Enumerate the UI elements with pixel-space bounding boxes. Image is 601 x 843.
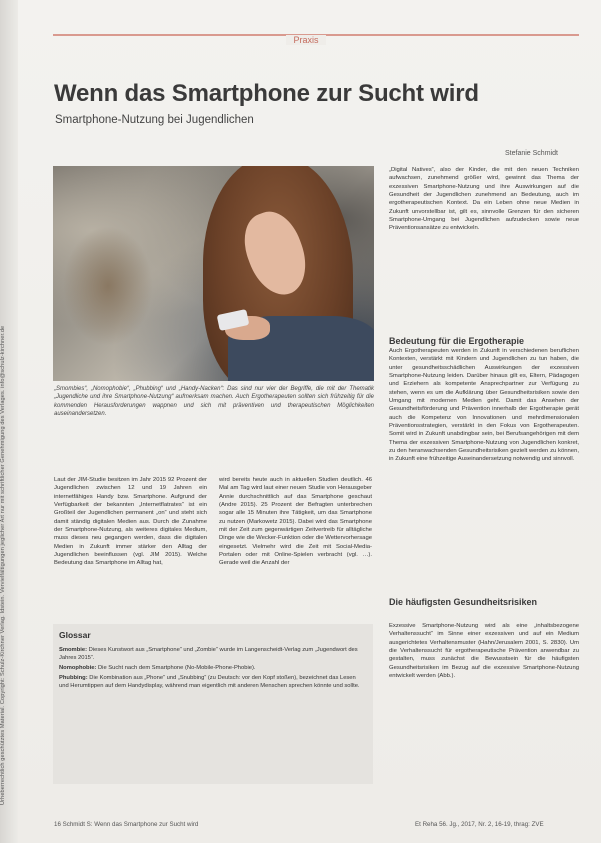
body-column-left: Laut der JIM-Studie besitzen im Jahr 2015 92 Prozent der Jugendlichen zwischen 12 und 19 Jahren ein internetfähiges Handy bzw. Smartphone. Aufgrund der Verfügbarkeit der bekannten „Internetflatrates“ ist ein Großteil der Jugendlichen permanent „on“ und steht sich damit ständig digitalen Medien aus. Durch die Zunahme der Smartphone-Nutzung, als weiteres digitales Medium, muss dieses neu gegangen werden, dass die digitalen Medien in Zukunft immer stärker den Alltag der Jugendlichen beeinflussen (vgl. JIM 2015). Welche Bedeutung das Smartphone im Alltag hat, <box>54 477 207 567</box>
glossary-item: Nomophobie: Die Sucht nach dem Smartphone (No-Mobile-Phone-Phobie). <box>59 665 256 671</box>
glossary-item: Phubbing: Die Kombination aus „Phone“ und „Snubbing“ (zu Deutsch: vor den Kopf stoßen), bezeichnet das Lesen und Herumtippen auf dem Handydisplay, während man eigentlich mit anderen Menschen sprechen könnte und sollte. <box>59 675 360 690</box>
glossary-item: Smombie: Dieses Kunstwort aus „Smartphone“ und „Zombie“ wurde im Langenscheidt-Verlag zum „Jugendwort des Jahres 2015“. <box>59 647 358 662</box>
article-photo <box>53 166 374 381</box>
article-subtitle: Smartphone-Nutzung bei Jugendlichen <box>55 114 254 126</box>
copyright-vertical-note: Urheberrechtlich geschütztes Material. Copyright: Schulz-Kirchner Verlag. Idstein. Vervielfältigungen jeglicher Art nur mit schriftlicher Genehmigung des Verlages. info@schulz-kirchner.de <box>0 325 6 805</box>
body-column-right-bedeutung: Auch Ergotherapeuten werden in Zukunft in verschiedenen beruflichen Kontexten, verstärkt mit Kindern und Jugendlichen zu tun haben, die unter gesundheitsschädlichen Auswirkungen der exzessiven Smartphone-Nutzung leiden. Darüber hinaus gilt es, Eltern, Pädagogen und Erziehern als kompetente Ansprechpartner zur Verfügung zu stehen, wenn es um die Aufklärung über Gesundheitsrisiken sowie den Umgang mit modernen Medien geht. Damit das Ansehen der Gesundheitsförderung und Prävention innerhalb der Ergotherapie gerät auch die Kompetenz von Innovationen und mehrdimensionalen Präventionsstrategien, verstärkt in den Fokus von Ergotherapeuten. Somit wird in Zukunft unabdingbar sein, bei Berufsangehörigen mit dem Thema der exzessiven Smartphone-Nutzung von Jugendlichen konkret, zu den heranwachsenden Gesundheitsrisiken gezielt werden zu können, in Zukunft eine frühzeitige Auseinandersetzung notwendig und sinnvoll. <box>389 348 579 463</box>
author-name: Stefanie Schmidt <box>505 150 558 157</box>
heading-bedeutung: Bedeutung für die Ergotherapie <box>389 336 525 346</box>
footer-left: 16 Schmidt S: Wenn das Smartphone zur Sucht wird <box>54 821 199 828</box>
footer-right: Et Reha 56. Jg., 2017, Nr. 2, 16-19, thrag: ZVE <box>415 821 544 828</box>
glossary-box <box>53 624 373 784</box>
body-column-middle: wird bereits heute auch in aktuellen Studien deutlich. 46 Mal am Tag wird laut einer neuen Studie von Herausgeber Annie durchschnittlich auf das Smartphone geschaut (Andre 2015). 25 Prozent der Befragten unterbrechen sogar alle 15 Minuten ihre Tätigkeit, um das Smartphone zu nutzen (Markowetz 2015). Dabei wird das Smartphone mit der Zeit zum gegenwärtigen Zeitvertreib für alltägliche Dinge wie die Wecker-Funktion oder die Wettervorhersage eingesetzt. Vielmehr wird die Zeit mit Social-Media-Portalen oder mit Online-Spielen verbracht (vgl. …). Gerade weil die Anzahl der <box>219 477 372 567</box>
heading-risiken: Die häufigsten Gesundheitsrisiken <box>389 597 538 607</box>
article-title: Wenn das Smartphone zur Sucht wird <box>54 80 479 107</box>
body-column-right-intro: „Digital Natives“, also der Kinder, die mit den neuen Techniken aufwachsen, zunehmend größer wird, gewinnt das Thema der exzessiven Smartphone-Nutzung und ihre Auswirkungen auf die Gesundheit der Jugendlichen zunehmend an Bedeutung, auch im ergotherapeutischen Kontext. Da ein Leben ohne neue Medien in Zukunft unvorstellbar ist, gilt es, sinnvolle Grenzen für den sicheren Smartphone-Umgang bei Jugendlichen aufzudecken sowie neue Präventionsansätze zu entwickeln. <box>389 167 579 232</box>
glossary-title: Glossar <box>59 630 91 640</box>
section-label: Praxis <box>286 35 326 45</box>
body-column-right-risiken: Exzessive Smartphone-Nutzung wird als eine „inhaltsbezogene Verhaltenssucht“ im Sinne einer exzessiven und auf ein Medium ausgerichtetes Verhaltensmuster (Hahn/Jerusalem 2001, S. 2830). Um die Verhaltenssucht für ergotherapeutische Prävention anwendbar zu gestalten, muss zunächst die Bewusstsein für die häufigsten Gesundheitsrisiken im Bezug auf die exzessive Smartphone-Nutzung entwickelt werden (Abb.). <box>389 623 579 680</box>
photo-caption: „Smombies“, „Nomophobie“, „Phubbing“ und „Handy-Nacken“: Das sind nur vier der Begriffe, die mit der Thematik „Jugendliche und ihre Smartphone-Nutzung“ aufmerksam machen. Auch Ergotherapeuten sollten sich frühzeitig für die kommenden Herausforderungen wappnen und sich mit präventiven und therapeutischen Möglichkeiten auseinandersetzen. <box>54 386 374 418</box>
